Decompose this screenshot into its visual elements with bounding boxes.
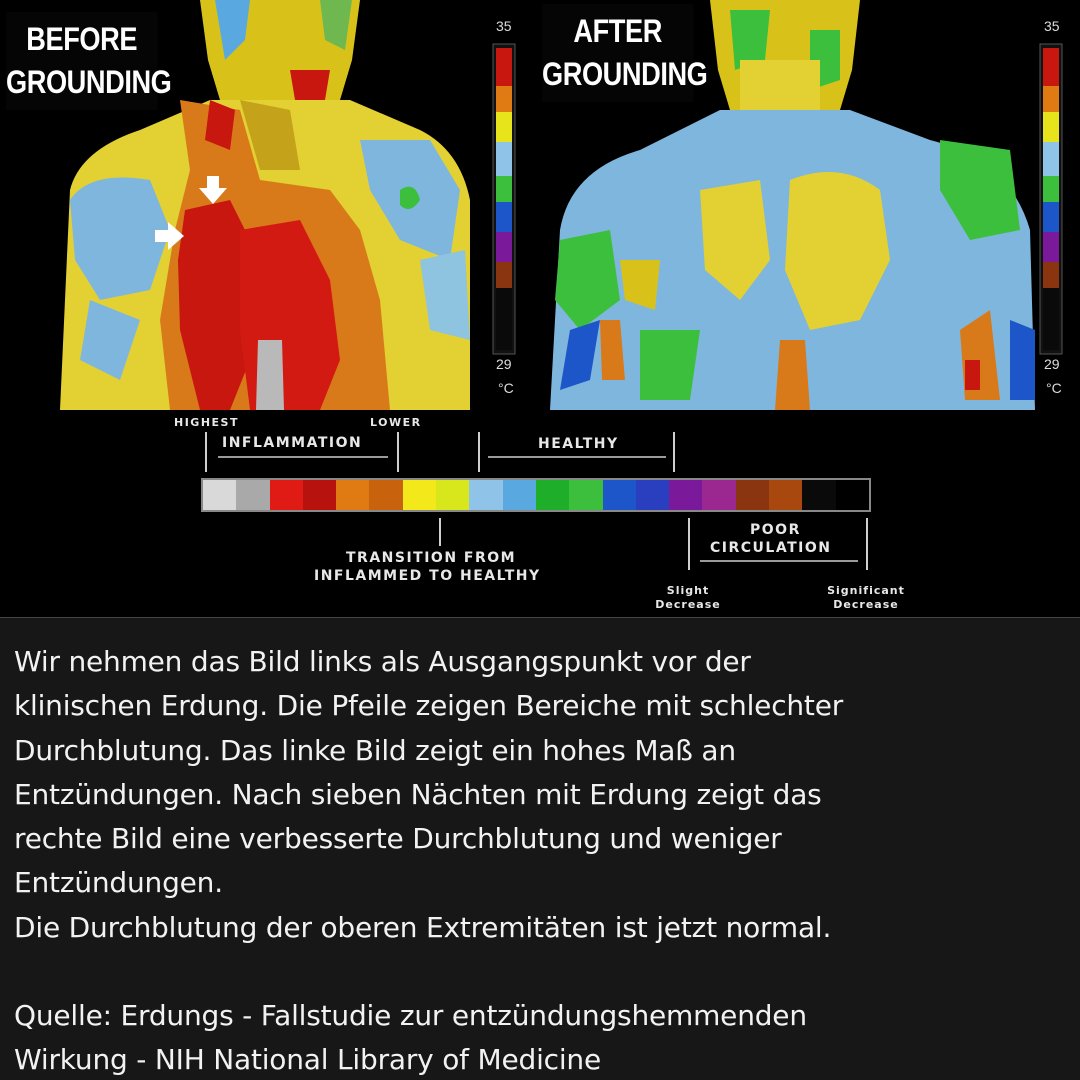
color-bar-segment xyxy=(503,480,536,510)
legend-poor-bracket-left xyxy=(688,518,690,570)
legend-poor-bracket-right xyxy=(866,518,868,570)
color-bar-segment xyxy=(802,480,835,510)
color-bar-segment xyxy=(836,480,869,510)
after-grounding-title xyxy=(542,4,708,102)
color-legend xyxy=(0,410,1080,618)
before-thermal-image xyxy=(0,0,540,410)
legend-healthy-underline xyxy=(488,456,666,458)
legend-poor-line2: CIRCULATION xyxy=(710,540,832,556)
legend-highest: HIGHEST xyxy=(174,416,239,429)
caption-line: Die Durchblutung der oberen Extremitäten ist jetzt normal. xyxy=(14,910,832,944)
legend-transition-line1: TRANSITION FROM xyxy=(346,550,517,566)
legend-bracket-right xyxy=(397,432,399,472)
after-scale-max: 35 xyxy=(1044,18,1060,34)
color-bar-segment xyxy=(203,480,236,510)
before-scale-min: 29 xyxy=(496,356,512,372)
color-bar-segment xyxy=(436,480,469,510)
caption-line: Durchblutung. Das linke Bild zeigt ein hohes Maß an xyxy=(14,733,736,767)
legend-inflammation: INFLAMMATION xyxy=(222,435,363,451)
before-title-line2: GROUNDING xyxy=(6,64,172,101)
legend-slight-line1: Slight xyxy=(666,584,710,597)
after-scale-min: 29 xyxy=(1044,356,1060,372)
legend-healthy-bracket-right xyxy=(673,432,675,472)
color-bar-segment xyxy=(669,480,702,510)
color-bar-segment xyxy=(236,480,269,510)
before-grounding-title xyxy=(6,12,172,110)
legend-healthy-bracket-left xyxy=(478,432,480,472)
legend-lower: LOWER xyxy=(370,416,422,429)
color-bar-segment xyxy=(636,480,669,510)
caption-line: Entzündungen. xyxy=(14,866,223,900)
after-title-line2: GROUNDING xyxy=(542,56,708,93)
color-bar-segment xyxy=(702,480,735,510)
legend-inflammation-underline xyxy=(218,456,388,458)
before-title-line1: BEFORE xyxy=(26,21,138,57)
color-bar-segment xyxy=(469,480,502,510)
legend-significant-line2: Decrease xyxy=(833,598,899,611)
caption-line: rechte Bild eine verbesserte Durchblutung und weniger xyxy=(14,822,782,856)
color-bar-segment xyxy=(369,480,402,510)
legend-poor-underline xyxy=(700,560,858,562)
caption-line: Entzündungen. Nach sieben Nächten mit Erdung zeigt das xyxy=(14,777,822,811)
color-bar-segment xyxy=(569,480,602,510)
legend-healthy: HEALTHY xyxy=(538,436,619,452)
before-scale-max: 35 xyxy=(496,18,512,34)
color-bar-segment xyxy=(769,480,802,510)
before-scale-unit: °C xyxy=(498,380,514,396)
thermal-images xyxy=(0,0,1080,410)
color-bar-segment xyxy=(303,480,336,510)
color-bar-segment xyxy=(270,480,303,510)
legend-slight-line2: Decrease xyxy=(655,598,721,611)
color-bar-segment xyxy=(403,480,436,510)
source-line: Quelle: Erdungs - Fallstudie zur entzündungshemmenden xyxy=(14,999,807,1033)
color-bar-segment xyxy=(603,480,636,510)
legend-bracket-left xyxy=(205,432,207,472)
legend-slight-decrease xyxy=(650,584,726,612)
after-scale-unit: °C xyxy=(1046,380,1062,396)
caption-line: Wir nehmen das Bild links als Ausgangspunkt vor der xyxy=(14,645,751,678)
caption-text xyxy=(14,640,1070,1080)
caption-spacer xyxy=(14,950,1070,994)
legend-transition-line2: INFLAMMED TO HEALTHY xyxy=(314,568,541,584)
source-line: Wirkung - NIH National Library of Medicine xyxy=(14,1043,601,1077)
color-bar-segment xyxy=(736,480,769,510)
caption-line: klinischen Erdung. Die Pfeile zeigen Bereiche mit schlechter xyxy=(14,689,844,723)
legend-poor-line1: POOR xyxy=(750,522,801,538)
legend-transition-tick xyxy=(439,518,441,546)
color-bar-segment xyxy=(536,480,569,510)
legend-significant-decrease xyxy=(820,584,912,612)
color-bar-segment xyxy=(336,480,369,510)
legend-color-bar xyxy=(201,478,871,512)
legend-significant-line1: Significant xyxy=(827,584,905,597)
after-title-line1: AFTER xyxy=(573,13,662,49)
